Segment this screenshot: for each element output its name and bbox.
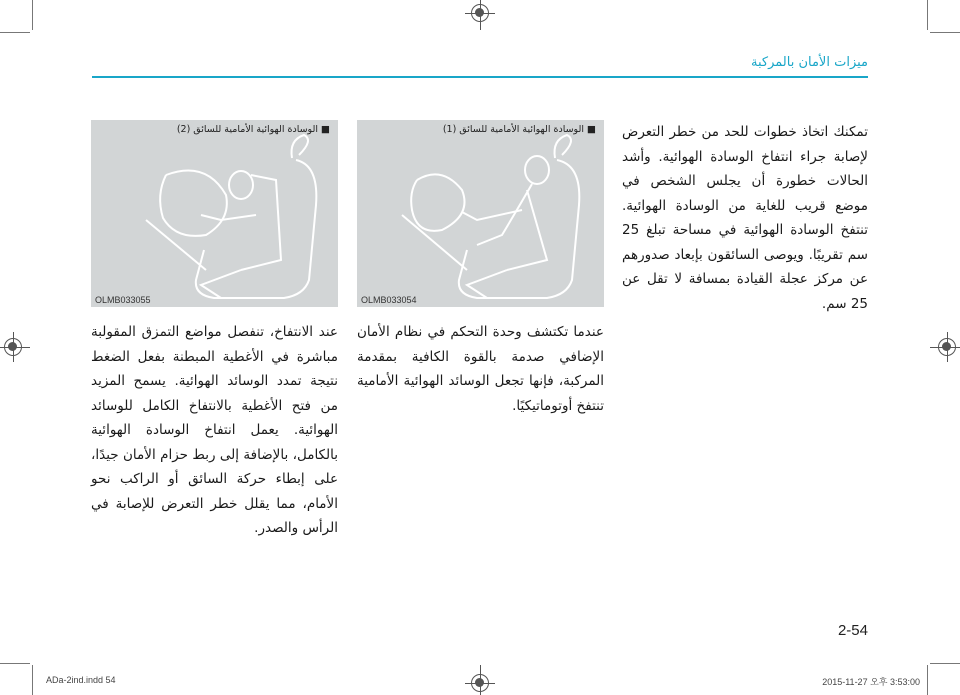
- registration-mark-line: [465, 683, 495, 684]
- crop-mark: [0, 32, 30, 33]
- figure-driver-airbag-1: [357, 120, 604, 307]
- figure-driver-airbag-2: [91, 120, 338, 307]
- figure-caption: ■ اﻟﻮﺳﺎدة اﻟﻬﻮاﺋﻴﺔ اﻷﻣﺎﻣﻴﺔ ﻟﻠﺴﺎﺋﻖ (1): [442, 124, 596, 135]
- figure-code: OLMB033054: [361, 295, 417, 305]
- right-column-paragraph: ﺗﻤﻜﻨﻚ اﺗﺨﺎذ ﺧﻄﻮات ﻟﻠﺤﺪ ﻣﻦ ﺧﻄﺮ اﻟﺘﻌﺮض ﻹﺻﺎﺑﺔ ﺟﺮاء اﻧﺘﻔﺎخ اﻟﻮﺳﺎدة اﻟﻬﻮاﺋﻴﺔ. وأﺷﺪ اﻟﺤﺎﻻت ﺧﻄﻮرة أن ﻳﺠﻠﺲ اﻟﺸﺨﺺ ﻓﻲ ﻣﻮﺿﻊ ﻗﺮﻳﺐ ﻟﻠﻐﺎﻳﺔ ﻣﻦ اﻟﻮﺳﺎدة اﻟﻬﻮاﺋﻴﺔ. ﺗﻨﺘﻔﺦ اﻟﻮﺳﺎدة اﻟﻬﻮاﺋﻴﺔ ﻓﻲ ﻣﺴﺎﺣﺔ ﺗﺒﻠﻎ 25 ﺳﻢ ﺗﻘﺮﻳﺒًﺎ. وﻳﻮﺻﻰ اﻟﺴﺎﺋﻘﻮن بإﺑﻌﺎد ﺻﺪورﻫﻢ ﻋﻦ ﻣﺮﻛﺰ ﻋﺠﻠﺔ اﻟﻘﻴﺎدة ﺑﻤﺴﺎﻓﺔ ﻻ ﺗﻘﻞ ﻋﻦ 25 ﺳﻢ.: [622, 124, 868, 312]
- registration-mark-line: [947, 332, 948, 362]
- crop-mark: [927, 665, 928, 695]
- crop-mark: [930, 663, 960, 664]
- page-number: 2-54: [837, 622, 868, 639]
- middle-column-paragraph: ﻋﻨﺪﻣﺎ ﺗﻜﺘﺸﻒ وﺣﺪة اﻟﺘﺤﻜﻢ ﻓﻲ ﻧﻈﺎم اﻷﻣﺎن اﻹﺿﺎﻓﻲ ﺻﺪﻣﺔ ﺑﺎﻟﻘﻮة اﻟﻜﺎﻓﻴﺔ ﺑﻤﻘﺪﻣﺔ اﻟﻤﺮﻛﺒﺔ، ﻓﺈﻧﻬﺎ ﺗﺠﻌﻞ اﻟﻮﺳﺎﺋﺪ اﻟﻬﻮاﺋﻴﺔ اﻷﻣﺎﻣﻴﺔ ﺗﻨﺘﻔﺦ أوﺗﻮﻣﺎﺗﻴﻜﻴًﺎ.: [357, 324, 604, 414]
- section-title: ميزات الأمان بالمركبة: [751, 55, 868, 70]
- registration-mark-line: [13, 332, 14, 362]
- registration-mark-line: [0, 347, 30, 348]
- crop-mark: [32, 665, 33, 695]
- seat-airbag-illustration: [357, 120, 604, 307]
- crop-mark: [0, 663, 30, 664]
- registration-mark-line: [930, 347, 960, 348]
- figure-code: OLMB033055: [95, 295, 151, 305]
- figure-caption: ■ اﻟﻮﺳﺎدة اﻟﻬﻮاﺋﻴﺔ اﻷﻣﺎﻣﻴﺔ ﻟﻠﺴﺎﺋﻖ (2): [176, 124, 330, 135]
- registration-mark-line: [465, 13, 495, 14]
- left-column-paragraph: ﻋﻨﺪ اﻻﻧﺘﻔﺎخ، ﺗﻨﻔﺼﻞ ﻣﻮاﺿﻊ اﻟﺘﻤﺰق اﻟﻤﻘﻮﻟﺒﺔ ﻣﺒﺎﺷﺮة ﻓﻲ اﻷﻏﻄﻴﺔ اﻟﻤﺒﻄﻨﺔ ﺑﻔﻌﻞ اﻟﻀﻐﻂ ﻧﺘﻴﺠﺔ ﺗﻤﺪد اﻟﻮﺳﺎﺋﺪ اﻟﻬﻮاﺋﻴﺔ. ﻳﺴﻤﺢ اﻟﻤﺰﻳﺪ ﻣﻦ ﻓﺘﺢ اﻷﻏﻄﻴﺔ ﺑﺎﻻﻧﺘﻔﺎخ اﻟﻜﺎﻣﻞ ﻟﻠﻮﺳﺎﺋﺪ اﻟﻬﻮاﺋﻴﺔ. ﻳﻌﻤﻞ اﻧﺘﻔﺎخ اﻟﻮﺳﺎدة اﻟﻬﻮاﺋﻴﺔ ﺑﺎﻟﻜﺎﻣﻞ، ﺑﺎﻹﺿﺎﻓﺔ إﻟﻰ رﺑﻂ ﺣﺰام اﻷﻣﺎن ﺟﻴﺪًا، ﻋﻠﻰ إﺑﻄﺎء ﺣﺮﻛﺔ اﻟﺴﺎﺋﻖ أو اﻟﺮاﻛﺐ ﻧﺤﻮ اﻷﻣﺎم، ﻣﻤﺎ ﻳﻘﻠﻞ ﺧﻄﺮ اﻟﺘﻌﺮض ﻟﻺﺻﺎﺑﺔ ﻓﻲ اﻟﺮأس واﻟﺼﺪر.: [91, 324, 338, 536]
- registration-mark-line: [480, 665, 481, 695]
- crop-mark: [32, 0, 33, 30]
- seat-airbag-illustration: [91, 120, 338, 307]
- registration-mark-line: [480, 0, 481, 30]
- crop-mark: [927, 0, 928, 30]
- crop-mark: [930, 32, 960, 33]
- footer-file: ADa-2ind.indd 54: [46, 675, 116, 685]
- header-divider: [92, 76, 868, 78]
- footer-datetime: 2015-11-27 오후 3:53:00: [822, 677, 920, 687]
